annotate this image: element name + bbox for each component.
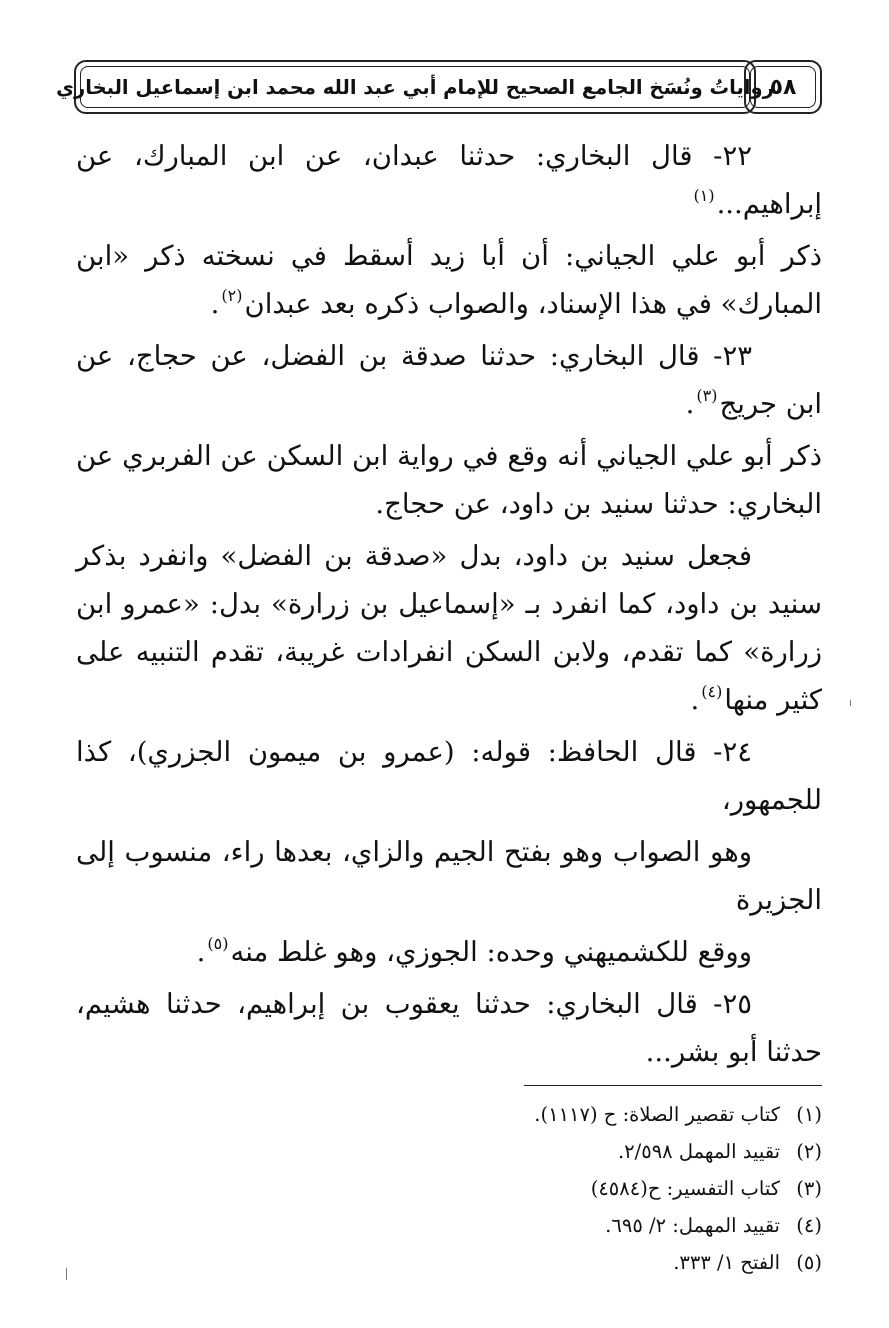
footnote-ref[interactable]: (٣) (696, 386, 718, 405)
paragraph-text: ٢٤- قال الحافظ: قوله: (عمرو بن ميمون الجزري)، كذا للجمهور، (76, 736, 822, 816)
paragraph-text: ٢٢- قال البخاري: حدثنا عبدان، عن ابن المبارك، عن إبراهيم... (76, 140, 822, 220)
footnote-3 (300, 1170, 822, 1207)
page-number: ٥٨ (769, 74, 797, 100)
page-number-inner-frame (750, 66, 816, 108)
paragraph-note-24a (76, 828, 822, 924)
paragraph-text: ٢٥- قال البخاري: حدثنا يعقوب بن إبراهيم، حدثنا هشيم، حدثنا أبو بشر... (76, 988, 822, 1068)
footnote-number: (٣) (796, 1177, 822, 1200)
footnote-number: (٤) (796, 1214, 822, 1237)
running-title: رواياتُ ونُسَخ الجامع الصحيح للإمام أبي عبد الله محمد ابن إسماعيل البخاري (56, 75, 774, 99)
page-number-frame (744, 60, 822, 114)
paragraph-text: ووقع للكشميهني وحده: الجوزي، وهو غلط منه (230, 936, 752, 968)
running-header-inner-frame (56, 66, 774, 108)
paragraph-end-mark: . (685, 388, 695, 420)
footnote-2 (300, 1133, 822, 1170)
footnote-4 (300, 1207, 822, 1244)
paragraph-text: ذكر أبو علي الجياني: أن أبا زيد أسقط في نسخته ذكر «ابن المبارك» في هذا الإسناد، والصواب ذكره بعد عبدان (76, 240, 822, 320)
paragraph-text: وهو الصواب وهو بفتح الجيم والزاي، بعدها راء، منسوب إلى الجزيرة (76, 836, 822, 916)
footnote-text: تقييد المهمل: ٢/ ٦٩٥. (605, 1214, 780, 1237)
footnote-ref[interactable]: (١) (693, 186, 715, 205)
scan-speck (850, 700, 851, 706)
paragraph-22 (76, 132, 822, 228)
footnote-5 (300, 1244, 822, 1281)
footnote-number: (٥) (796, 1251, 822, 1274)
footnote-text: الفتح ١/ ٣٣٣. (673, 1251, 780, 1274)
paragraph-23 (76, 332, 822, 428)
footnote-number: (٢) (796, 1140, 822, 1163)
paragraph-note-22 (76, 232, 822, 328)
paragraph-note-23b (76, 532, 822, 724)
footnotes (300, 1096, 822, 1281)
footnote-ref[interactable]: (٤) (701, 682, 723, 701)
footnote-separator (524, 1085, 822, 1086)
scan-speck (66, 1268, 67, 1280)
paragraph-end-mark: . (690, 684, 700, 716)
footnote-1 (300, 1096, 822, 1133)
footnote-text: كتاب التفسير: ح(٤٥٨٤) (590, 1177, 780, 1200)
main-text (76, 132, 822, 1080)
paragraph-end-mark: . (210, 288, 220, 320)
paragraph-text: فجعل سنيد بن داود، بدل «صدقة بن الفضل» وانفرد بذكر سنيد بن داود، كما انفرد بـ «إسماعيل بن زرارة» بدل: «عمرو ابن زرارة» كما تقدم، ولابن السكن انفرادات غريبة، تقدم التنبيه على كثير منها (76, 540, 822, 716)
paragraph-25 (76, 980, 822, 1076)
footnote-number: (١) (796, 1103, 822, 1126)
paragraph-end-mark: . (196, 936, 206, 968)
paragraph-note-24b (76, 928, 822, 976)
paragraph-24 (76, 728, 822, 824)
footnote-ref[interactable]: (٥) (207, 934, 229, 953)
paragraph-text: ذكر أبو علي الجياني أنه وقع في رواية ابن السكن عن الفربري عن البخاري: حدثنا سنيد بن داود، عن حجاج. (76, 440, 822, 520)
footnote-ref[interactable]: (٢) (221, 286, 243, 305)
footnote-text: تقييد المهمل ٢/٥٩٨. (617, 1140, 780, 1163)
paragraph-text: ٢٣- قال البخاري: حدثنا صدقة بن الفضل، عن حجاج، عن ابن جريج (76, 340, 822, 420)
footnote-text: كتاب تقصير الصلاة: ح (١١١٧). (534, 1103, 780, 1126)
paragraph-note-23a (76, 432, 822, 528)
running-header-frame (56, 60, 774, 114)
